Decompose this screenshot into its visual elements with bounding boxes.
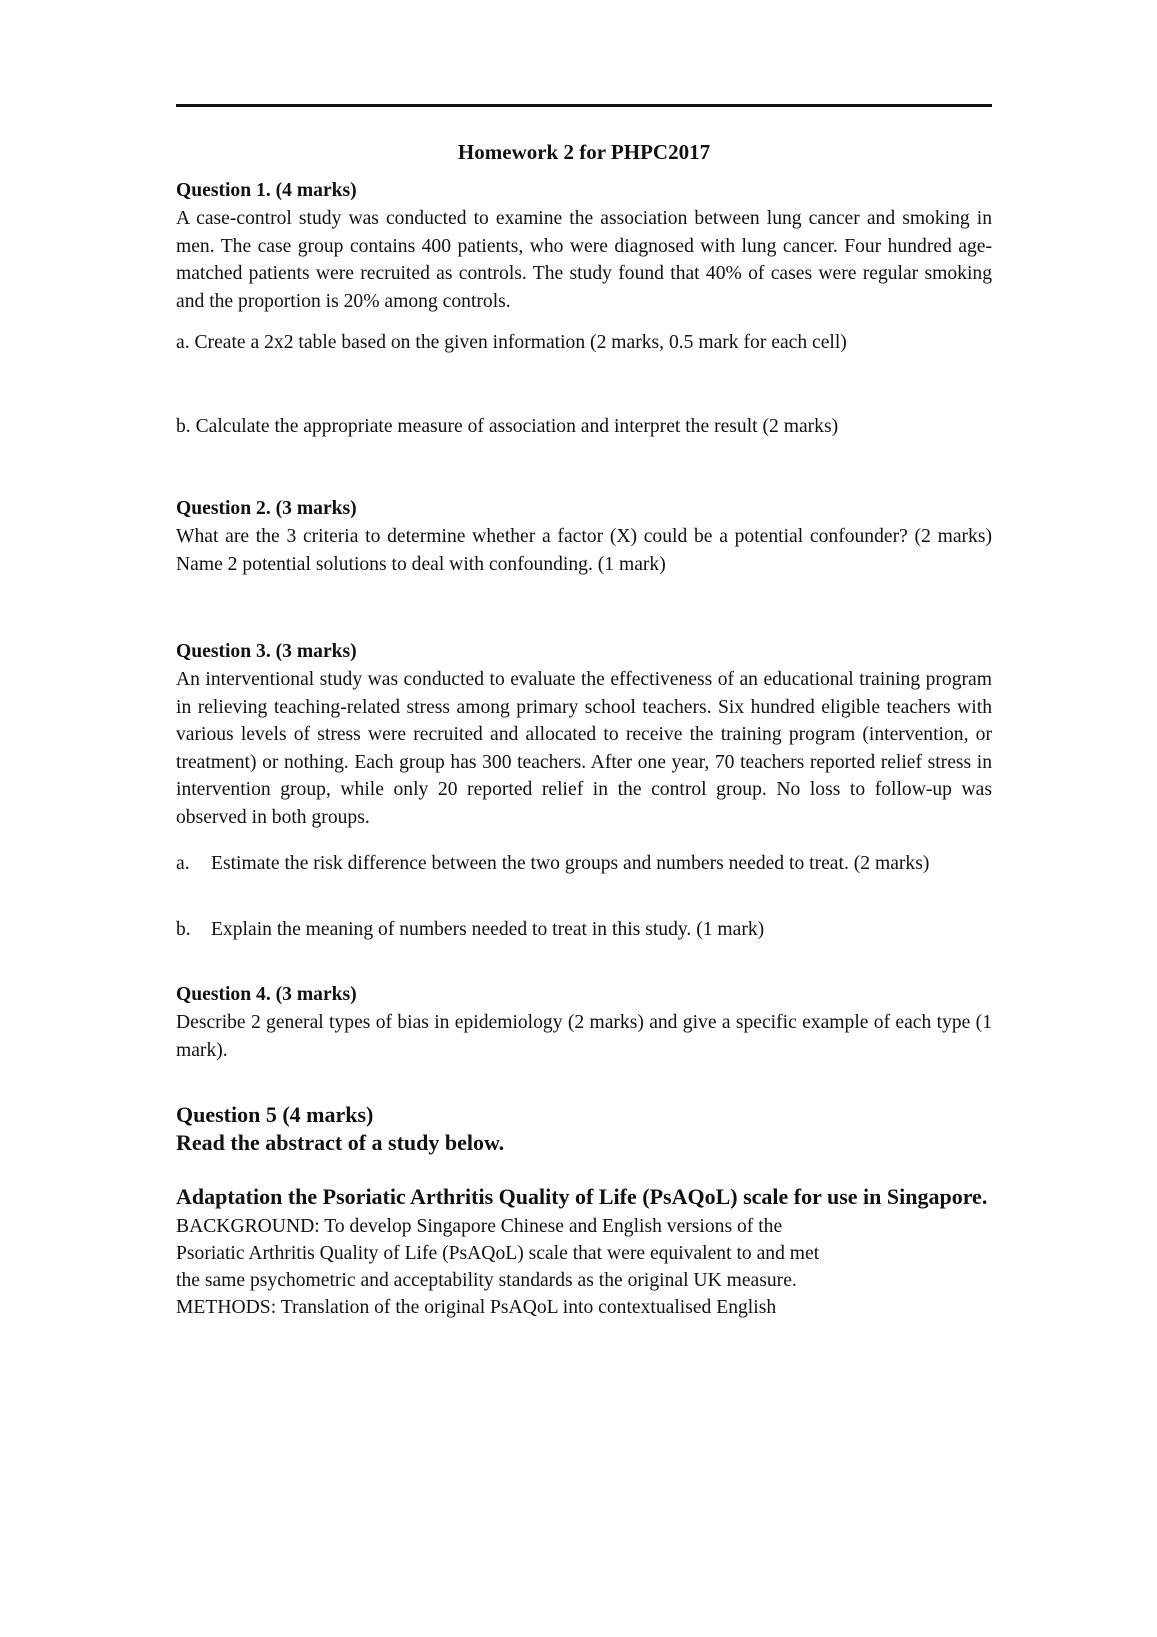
- question-3-part-a-text: Estimate the risk difference between the two groups and numbers needed to treat. (2 marks): [211, 853, 930, 874]
- abstract-line: the same psychometric and acceptability standards as the original UK measure.: [176, 1270, 797, 1291]
- question-1-heading: Question 1. (4 marks): [176, 180, 357, 201]
- question-3-part-a: [176, 850, 992, 878]
- question-4-text: Describe 2 general types of bias in epidemiology (2 marks) and give a specific example of each type (1 mark).: [176, 1012, 992, 1061]
- question-3-part-b-label: b.: [176, 918, 191, 940]
- document-page: [176, 138, 992, 1321]
- question-1-text: A case-control study was conducted to examine the association between lung cancer and smoking in men. The case group contains 400 patients, who were diagnosed with lung cancer. Four hundred age-matched patients were recruited as controls. The study found that 40% of cases were regular smoking and the proportion is 20% among controls.: [176, 208, 992, 312]
- abstract-line: BACKGROUND: To develop Singapore Chinese and English versions of the: [176, 1216, 783, 1237]
- question-2-text: What are the 3 criteria to determine whether a factor (X) could be a potential confounder? (2 marks) Name 2 potential solutions to deal with confounding. (1 mark): [176, 526, 992, 575]
- question-5-heading: Question 5 (4 marks): [176, 1102, 374, 1127]
- question-3-heading: Question 3. (3 marks): [176, 641, 357, 662]
- question-3-part-a-label: a.: [176, 853, 190, 874]
- question-1-part-a: a. Create a 2x2 table based on the given information (2 marks, 0.5 mark for each cell): [176, 332, 847, 353]
- abstract-line: Psoriatic Arthritis Quality of Life (PsAQoL) scale that were equivalent to and met: [176, 1243, 820, 1264]
- question-1-part-b: b. Calculate the appropriate measure of association and interpret the result (2 marks): [176, 415, 839, 437]
- document-title: Homework 2 for PHPC2017: [457, 140, 711, 164]
- top-horizontal-rule: [176, 104, 992, 107]
- question-3-part-b-text: Explain the meaning of numbers needed to treat in this study. (1 mark): [211, 918, 765, 940]
- abstract-line: METHODS: Translation of the original PsAQoL into contextualised English: [176, 1297, 777, 1318]
- question-3-text: An interventional study was conducted to evaluate the effectiveness of an educational training program in relieving teaching-related stress among primary school teachers. Six hundred eligible teachers with various levels of stress were recruited and allocated to receive the training program (intervention, or treatment) or nothing. Each group has 300 teachers. After one year, 70 teachers reported relief stress in intervention group, while only 20 reported relief in the control group. No loss to follow-up was observed in both groups.: [176, 669, 992, 828]
- question-2-heading: Question 2. (3 marks): [176, 498, 357, 519]
- question-3-part-b: [176, 916, 992, 944]
- abstract-body: [176, 1213, 876, 1321]
- question-5-subheading: Read the abstract of a study below.: [176, 1130, 505, 1155]
- abstract-title: Adaptation the Psoriatic Arthritis Quality of Life (PsAQoL) scale for use in Singapore.: [176, 1184, 988, 1209]
- question-4-heading: Question 4. (3 marks): [176, 984, 357, 1005]
